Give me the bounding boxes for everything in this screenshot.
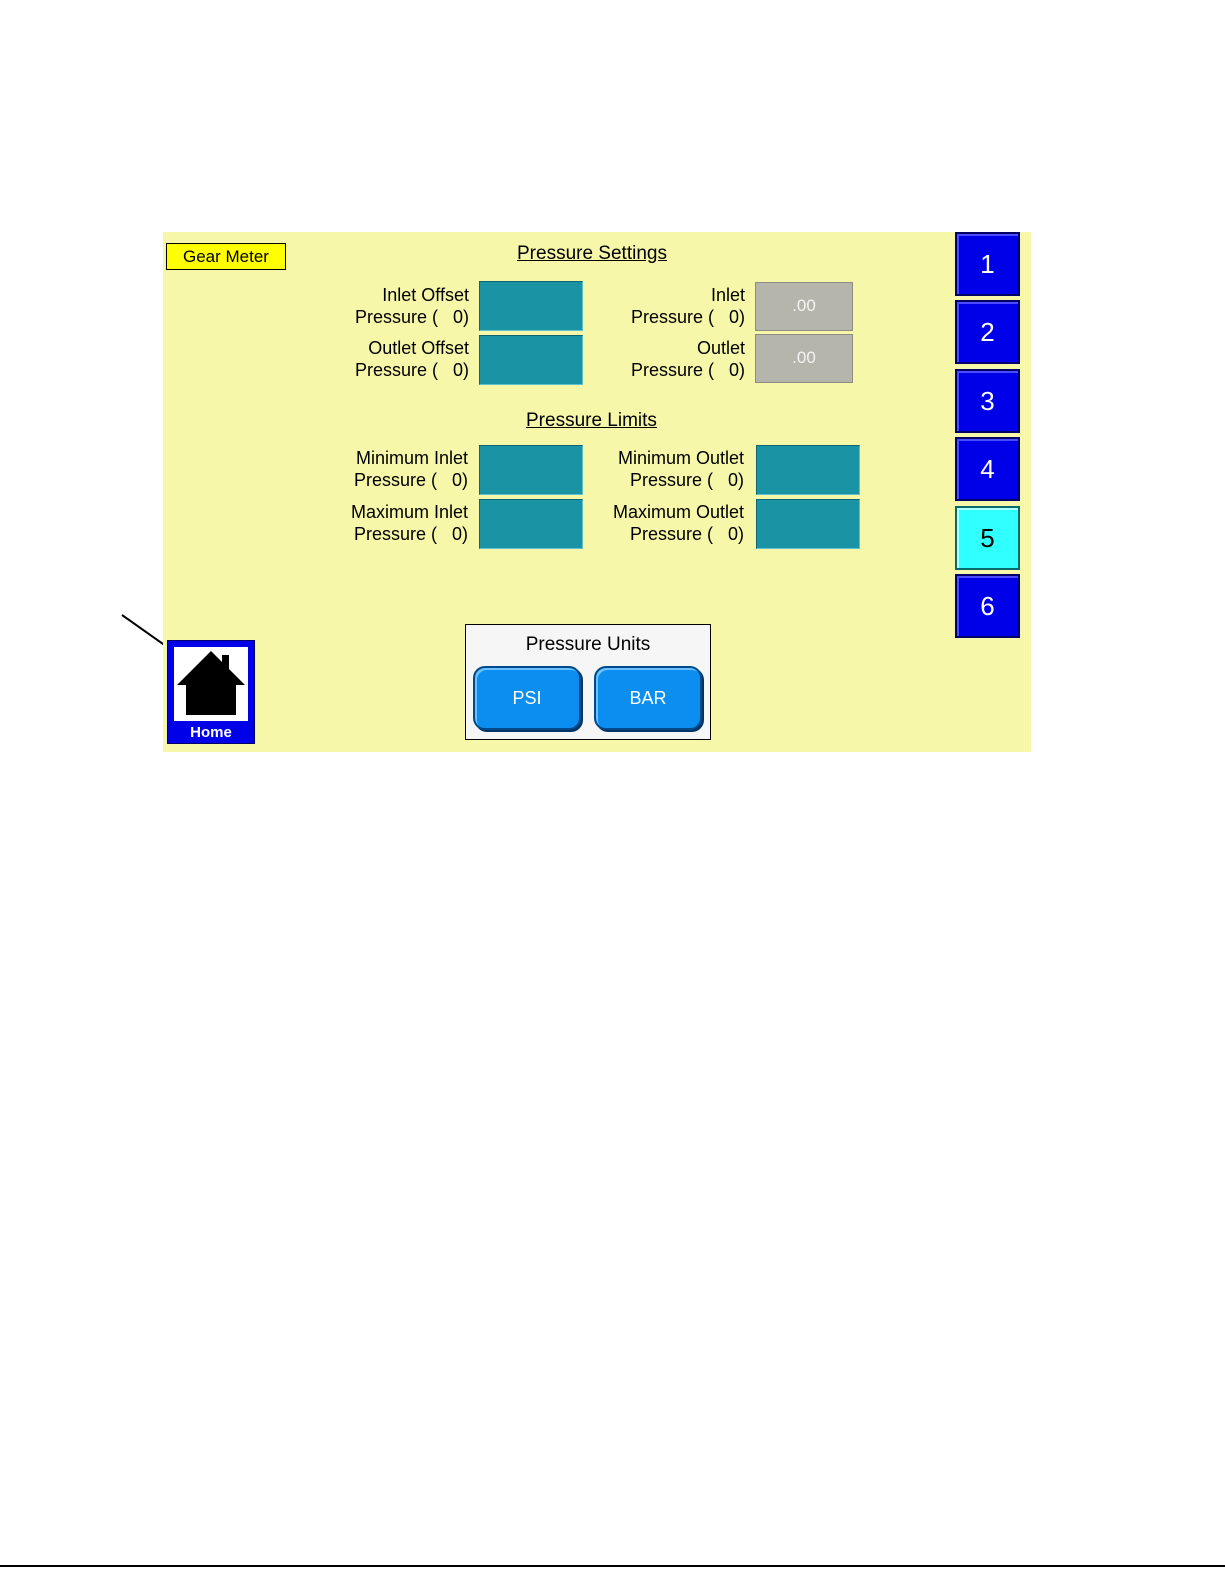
machine-tag: Gear Meter: [166, 243, 286, 270]
pressure-units-panel: [465, 624, 711, 740]
min-inlet-input[interactable]: [479, 445, 583, 495]
home-label: Home: [190, 724, 232, 741]
min-outlet-label: [618, 447, 744, 491]
max-inlet-label: [351, 501, 468, 545]
outlet-offset-label: [355, 337, 469, 381]
outlet-pressure-readout: .00: [755, 334, 853, 383]
home-button[interactable]: [167, 640, 255, 744]
outlet-offset-label-line2: Pressure ( 0): [354, 360, 469, 380]
max-outlet-label: [613, 501, 744, 545]
inlet-pressure-label-line2: Pressure ( 0): [630, 307, 745, 327]
max-inlet-label-line2: Pressure ( 0): [353, 524, 468, 544]
tab-1[interactable]: 1: [955, 232, 1020, 296]
min-outlet-label-line1: Minimum Outlet: [617, 448, 744, 468]
min-inlet-label-line1: Minimum Inlet: [355, 448, 468, 468]
inlet-offset-input[interactable]: [479, 281, 583, 331]
max-outlet-input[interactable]: [756, 499, 860, 549]
psi-button[interactable]: PSI: [473, 666, 581, 730]
tab-5[interactable]: 5: [955, 506, 1020, 570]
max-outlet-label-line1: Maximum Outlet: [612, 502, 744, 522]
outlet-pressure-label-line1: Outlet: [696, 338, 745, 358]
page-bottom-rule: [0, 1565, 1225, 1567]
max-inlet-label-line1: Maximum Inlet: [350, 502, 468, 522]
outlet-offset-input[interactable]: [479, 335, 583, 385]
inlet-offset-label-line1: Inlet Offset: [382, 285, 469, 305]
tab-3[interactable]: 3: [955, 369, 1020, 433]
outlet-pressure-label-line2: Pressure ( 0): [630, 360, 745, 380]
max-inlet-input[interactable]: [479, 499, 583, 549]
min-outlet-input[interactable]: [756, 445, 860, 495]
min-inlet-label: [354, 447, 468, 491]
inlet-offset-label: [355, 284, 469, 328]
outlet-offset-label-line1: Outlet Offset: [368, 338, 469, 358]
min-outlet-label-line2: Pressure ( 0): [629, 470, 744, 490]
max-outlet-label-line2: Pressure ( 0): [629, 524, 744, 544]
tab-6[interactable]: 6: [955, 574, 1020, 638]
outlet-pressure-label: [631, 337, 745, 381]
inlet-pressure-readout: .00: [755, 282, 853, 331]
inlet-pressure-label: [631, 284, 745, 328]
inlet-pressure-label-line1: Inlet: [710, 285, 745, 305]
hmi-screen: [163, 232, 1031, 752]
pressure-settings-title: Pressure Settings: [517, 243, 667, 264]
pressure-units-title: Pressure Units: [525, 634, 651, 655]
bar-button[interactable]: BAR: [594, 666, 702, 730]
pressure-limits-title: Pressure Limits: [526, 410, 657, 431]
tab-2[interactable]: 2: [955, 300, 1020, 364]
home-icon-frame: [174, 647, 248, 721]
inlet-offset-label-line2: Pressure ( 0): [354, 307, 469, 327]
house-icon: [174, 647, 248, 721]
min-inlet-label-line2: Pressure ( 0): [353, 470, 468, 490]
tab-4[interactable]: 4: [955, 437, 1020, 501]
